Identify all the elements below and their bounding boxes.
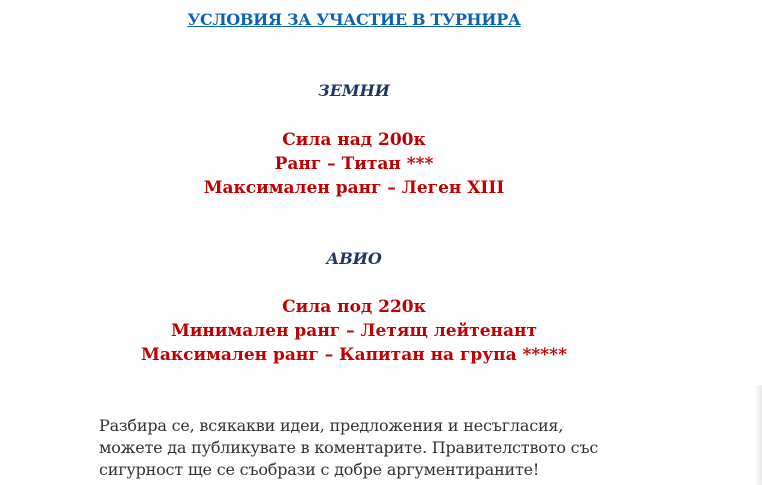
requirement-line: Максимален ранг – Капитан на група ***** — [141, 345, 567, 365]
requirement-line: Сила над 200к — [282, 130, 426, 150]
requirement-line: Сила под 220к — [282, 297, 426, 317]
section-heading-ground: ЗЕМНИ — [318, 81, 390, 100]
requirement-line: Ранг – Титан *** — [274, 154, 434, 174]
note-line: можете да публикувате в коментарите. Правителството със — [99, 438, 599, 457]
requirement-line: Максимален ранг – Леген XIII — [203, 178, 505, 198]
section-heading-air: АВИО — [326, 249, 382, 268]
closing-note — [99, 415, 639, 481]
note-line: сигурност ще се съобрази с добре аргументираните! — [99, 460, 540, 479]
note-line: Разбира се, всякакви идеи, предложения и несъгласия, — [99, 416, 564, 435]
section-requirements-air — [0, 295, 708, 367]
page-edge-shadow — [754, 385, 762, 485]
document-title: УСЛОВИЯ ЗА УЧАСТИЕ В ТУРНИРА — [187, 10, 521, 29]
section-requirements-ground — [0, 128, 708, 200]
requirement-line: Минимален ранг – Летящ лейтенант — [171, 321, 537, 341]
